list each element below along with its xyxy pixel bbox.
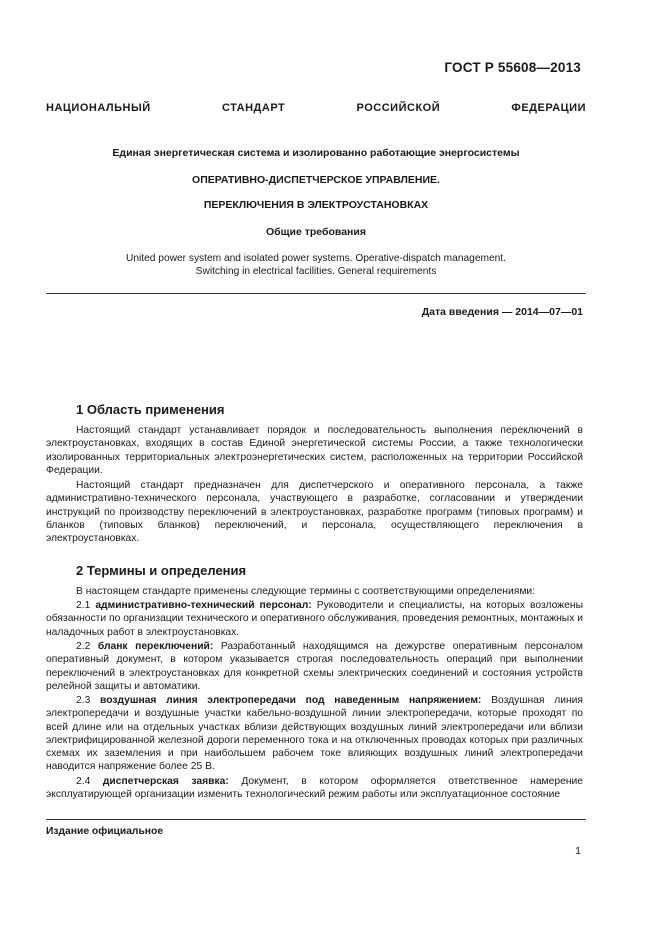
term-definition: Разработанный находящимся на дежурстве оперативным персоналом оперативный документ, в котором указывается строгая последовательность операций при выполнении переключений в электроустановках для конкретной схемы электрических соединений и состояния устройств релейной защиты и автоматики. (46, 641, 583, 692)
term-2-1 (46, 599, 583, 639)
section-1-heading: 1 Область применения (76, 402, 225, 417)
main-title-line-1: ОПЕРАТИВНО-ДИСПЕТЧЕРСКОЕ УПРАВЛЕНИЕ. (192, 174, 440, 186)
term-2-4 (46, 775, 583, 802)
section-1-paragraph-1: Настоящий стандарт устанавливает порядок и последовательность выполнения переключений в электроустановках, входящих в состав Единой энергетической системы России, а также технологически изолированных территориальных электроэнергетических систем, расположенных на территории Российской Федерации. (46, 425, 583, 476)
term-2-2 (46, 640, 583, 693)
term-name: бланк переключений: (97, 641, 214, 652)
national-standard-title: НАЦИОНАЛЬНЫЙ СТАНДАРТ РОССИЙСКОЙ ФЕДЕРАЦИИ (46, 102, 586, 114)
term-name: административно-технический персонал: (95, 600, 312, 611)
english-title-line-2: Switching in electrical facilities. General requirements (195, 266, 437, 277)
term-definition: Воздушная линия электропередачи и воздушные участки кабельно-воздушной линии электропередачи, которые проходят по всей длине или на отдельных участках вблизи действующих воздушных линий электропередачи или вблизи электрифицированной железной дороги переменного тока и на отключенных проводах которых при различных схемах их заземления и при наибольшем рабочем токе влияющих воздушных линий электропередачи наводится напряжение более 25 В. (46, 695, 583, 773)
section-2-heading: 2 Термины и определения (76, 563, 247, 578)
top-divider (46, 293, 586, 294)
system-title: Единая энергетическая система и изолированно работающие энергосистемы (112, 147, 520, 159)
introduction-date: Дата введения — 2014—07—01 (421, 306, 583, 318)
term-definition: Документ, в котором оформляется ответственное намерение эксплуатирующей организации изменить технологический режим работы или эксплуатационное состояние (46, 776, 583, 801)
term-name: диспетчерская заявка: (102, 776, 229, 787)
term-number: 2.4 (76, 776, 91, 787)
page-number: 1 (575, 845, 581, 857)
english-title-line-1: United power system and isolated power systems. Operative-dispatch management. (126, 253, 506, 264)
term-name: воздушная линия электропередачи под наведенным напряжением: (100, 695, 482, 706)
bottom-divider (46, 819, 586, 820)
term-definition: Руководители и специалисты, на которых возложены обязанности по организации технического и оперативного обслуживания, проведения ремонтных, монтажных и наладочных работ в электроустановках. (46, 600, 583, 638)
official-edition-label: Издание официальное (46, 826, 164, 837)
subtitle-general-requirements: Общие требования (266, 226, 366, 238)
term-2-3 (46, 694, 583, 774)
document-code: ГОСТ Р 55608—2013 (444, 60, 581, 75)
term-number: 2.1 (76, 600, 91, 611)
term-number: 2.3 (76, 695, 91, 706)
main-title-line-2: ПЕРЕКЛЮЧЕНИЯ В ЭЛЕКТРОУСТАНОВКАХ (203, 199, 429, 211)
section-2-intro: В настоящем стандарте применены следующие термины с соответствующими определениями: (76, 586, 536, 597)
term-number: 2.2 (76, 641, 91, 652)
section-1-paragraph-2: Настоящий стандарт предназначен для диспетчерского и оперативного персонала, а также административно-технического персонала, участвующего в разработке, согласовании и утверждении инструкций по производству переключений в электроустановках, разработке программ (типовых программ) и бланков (типовых бланков) переключений, и персонала, осуществляющего переключения в электроустановках. (46, 480, 583, 545)
